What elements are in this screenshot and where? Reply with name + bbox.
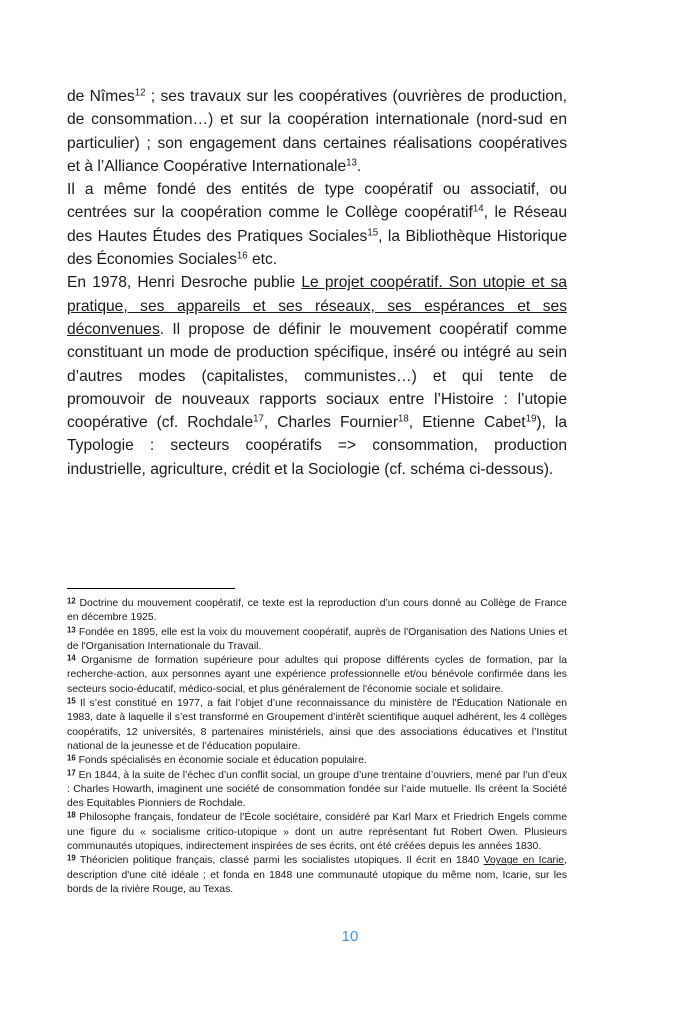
underlined-title: Le projet coopératif. Son utopie et sa pratique, ses appareils et ses réseaux, ses espérances et ses déconvenues	[67, 274, 567, 338]
text-run: etc.	[247, 251, 278, 269]
footnote-ref: 16	[236, 250, 248, 262]
footnote-ref: 13	[346, 157, 357, 169]
paragraph	[67, 271, 567, 481]
footnote	[67, 854, 567, 897]
footnote	[67, 811, 567, 854]
text-run: . Il propose de définir le mouvement coopératif comme constituant un mode de production spécifique, inséré ou intégré au sein d’autres modes (capitalistes, communistes…) et qui tente de promouvoir de nouveaux rapports sociaux entre l’Histoire : l’utopie coopérative (cf. Rochdale	[67, 320, 567, 432]
text-run: Organisme de formation supérieure pour adultes qui propose différents cycles de formation, par la recherche-action, aux personnes ayant une expérience professionnelle et/ou bénévole confirmée dans les secteurs socio-éducatif, médico-social, et plus généralement de l'économie sociale et solidaire.	[67, 655, 567, 695]
text-run: .	[356, 157, 362, 175]
text-run: Fondée en 1895, elle est la voix du mouvement coopératif, auprès de l'Organisation des Nations Unies et de l'Organisation Internationale du Travail.	[67, 626, 567, 652]
text-run: , Charles Fournier	[263, 414, 399, 432]
text-run: , Etienne Cabet	[408, 414, 526, 432]
footnote-ref: 17	[67, 767, 76, 777]
footnote	[67, 597, 567, 626]
text-run: Doctrine du mouvement coopératif, ce texte est la reproduction d’un cours donné au Collège de France en décembre 1925.	[67, 598, 567, 624]
paragraph	[67, 85, 567, 178]
text-run: En 1978, Henri Desroche publie	[67, 274, 302, 292]
text-run: de Nîmes	[67, 88, 135, 105]
text-run: Théoricien politique français, classé parmi les socialistes utopiques. Il écrit en 1840	[75, 855, 484, 867]
footnote	[67, 754, 567, 768]
footnote	[67, 697, 567, 754]
text-run: , le Réseau des Hautes Études des Pratiques Sociales	[67, 204, 567, 245]
text-run: Il a même fondé des entités de type coopératif ou associatif, ou centrées sur la coopération comme le Collège coopératif	[67, 181, 567, 222]
footnote-ref: 13	[67, 624, 76, 634]
text-run: , la Bibliothèque Historique des Économies Sociales	[67, 227, 567, 269]
footnote-ref: 19	[67, 853, 76, 863]
text-run: Fonds spécialisés en économie sociale et éducation populaire.	[75, 755, 367, 767]
footnote-ref: 18	[67, 810, 76, 820]
text-run: , description d'une cité idéale ; et fonda en 1848 une communauté utopique du même nom, Icarie, sur les bords de la rivière Rouge, au Texas.	[67, 855, 567, 895]
footnote-ref: 18	[398, 413, 409, 425]
text-run: ; ses travaux sur les coopératives (ouvrières de production, de consommation…) et sur la coopération internationale (nord-sud en particulier) ; son engagement dans certaines réalisations coopératives et à l’Alliance Coopérative Internationale	[67, 88, 567, 175]
footnote-ref: 17	[253, 413, 264, 425]
footnote-ref: 15	[67, 696, 76, 706]
text-run: ), la Typologie : secteurs coopératifs => consommation, production industrielle, agriculture, crédit et la Sociologie (cf. schéma ci-dessous).	[67, 414, 568, 478]
footnote-separator	[67, 588, 235, 589]
footnote-ref: 14	[472, 204, 484, 216]
footnote-ref: 14	[67, 653, 76, 663]
paragraph	[67, 178, 567, 271]
footnote	[67, 769, 567, 812]
text-run: Il s’est constitué en 1977, a fait l’objet d’une reconnaissance du ministère de l’Éducation Nationale en 1983, date à laquelle il s’est transformé en Groupement d’intérêt scientifique auquel adhérent, les 4 collèges coopératifs, 12 universités, 8 partenaires ministériels, ainsi que des associations éducatives et l’Institut national de la jeunesse et de l’éducation populaire.	[67, 698, 567, 752]
footnote	[67, 626, 567, 655]
footnotes	[67, 597, 567, 897]
underlined-title: Voyage en Icarie	[483, 855, 565, 867]
text-run: En 1844, à la suite de l’échec d’un conflit social, un groupe d’une trentaine d’ouvriers, mené par l’un d’eux : Charles Howarth, imaginent une société de consommation fondée sur l’aide mutuelle. Ils créent la Société des Equitables Pionniers de Rochdale.	[67, 769, 567, 810]
text-run: Philosophe français, fondateur de l’École sociétaire, considéré par Karl Marx et Friedrich Engels comme une figure du « socialisme critico-utopique » dont un autre représentant fut Robert Owen. Plusieurs communautés utopiques, indirectement inspirées de ses écrits, ont été créées depuis les années 1830.	[67, 812, 567, 853]
page-number: 10	[341, 928, 359, 945]
footnote-ref: 16	[67, 753, 76, 763]
footnote-ref: 15	[367, 227, 379, 239]
footnote	[67, 654, 567, 697]
footnote-ref: 12	[134, 87, 146, 99]
body-text	[67, 85, 567, 481]
footnote-ref: 19	[525, 413, 537, 425]
footnote-ref: 12	[67, 596, 76, 606]
